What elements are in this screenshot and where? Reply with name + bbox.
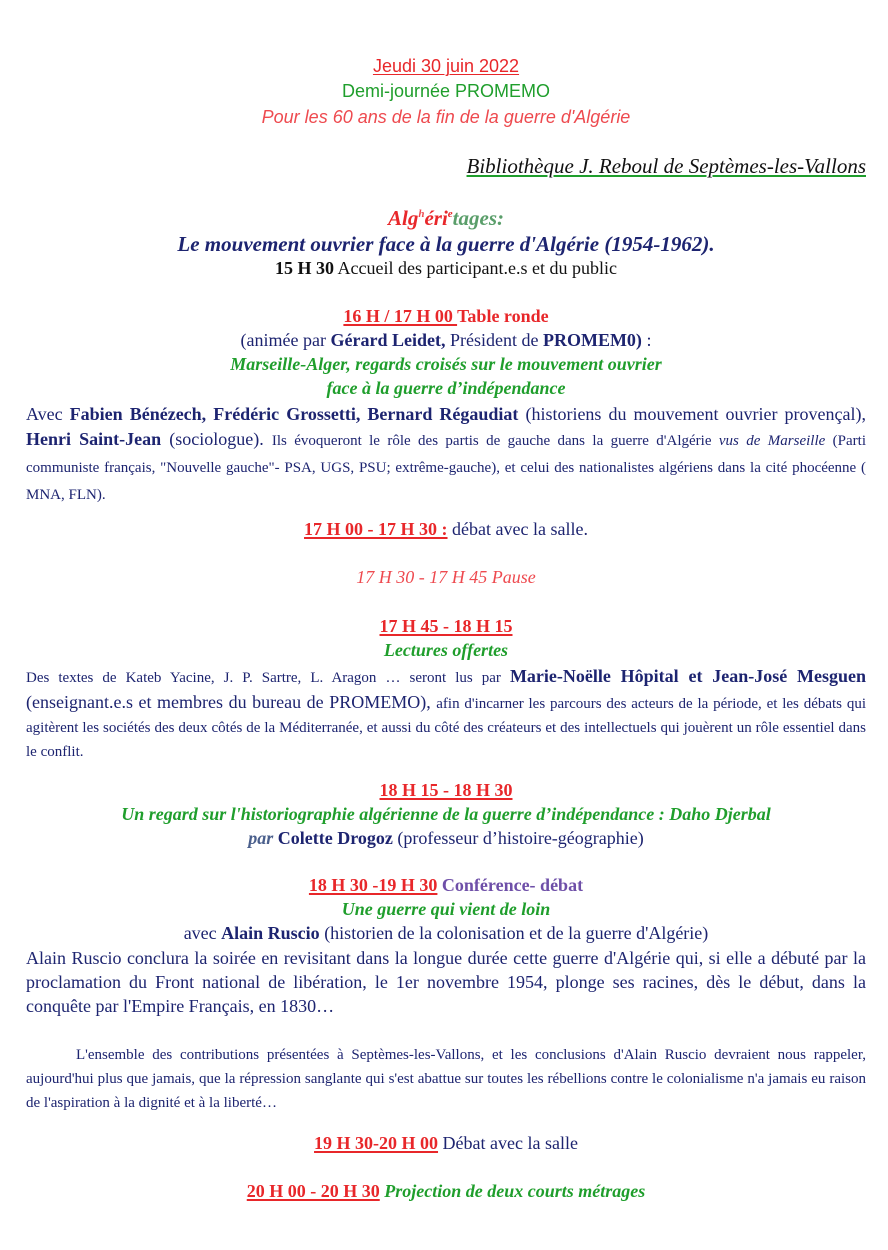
s5-title: Une guerre qui vient de loin — [341, 899, 551, 919]
s3-desc-c: afin d'incarner les parcours des acteurs de la période, et les débats qui agitèrent les sociétés des deux côtés de la Méditerranée, et aussi du côté des créateurs et des intellectuels qui jouèrent un rôle essentiel dans le conflit. — [26, 696, 866, 760]
s1-heading — [26, 306, 866, 327]
s5-avec: avec — [183, 923, 222, 943]
s1-theme-2: face à la guerre d’indépendance — [326, 378, 566, 398]
s1-host-role: Président de — [445, 330, 543, 350]
s1-avec: Avec — [26, 404, 70, 424]
title-part-3: tages: — [452, 206, 504, 230]
title-sup-1: h — [418, 208, 425, 220]
pause: 17 H 30 - 17 H 45 Pause — [356, 567, 536, 587]
s1-desc-a: Ils évoqueront le rôle des partis de gauche dans la guerre d'Algérie — [271, 433, 719, 449]
main-subtitle: Le mouvement ouvrier face à la guerre d'Algérie (1954-1962). — [177, 232, 715, 256]
s3-time: 17 H 45 - 18 H 15 — [379, 616, 513, 636]
s5-heading — [26, 875, 866, 896]
conclusion: L'ensemble des contributions présentées à Septèmes-les-Vallons, et les conclusions d'Alain Ruscio devraient nous rappeler, aujourd'hui plus que jamais, que la répression sanglante qui s'est abattue sur toutes les rébellions contre le colonialisme n'a jamais eu raison de l'aspiration à la dignité et à la liberté… — [26, 1047, 866, 1111]
main-title — [26, 206, 866, 231]
s1-speaker-4: Henri Saint-Jean — [26, 429, 162, 449]
s5-speaker — [26, 923, 866, 944]
s3-readers: Marie-Noëlle Hôpital et Jean-José Mesguen — [509, 666, 866, 686]
event-name: Demi-journée PROMEMO — [341, 81, 551, 101]
s1-host — [26, 330, 866, 351]
s1-host-prefix: (animée par — [240, 330, 331, 350]
s1-body — [26, 402, 866, 508]
s3-desc-b: (enseignant.e.s et membres du bureau de PROMEMO), — [26, 692, 437, 712]
s4-title: Un regard sur l'historiographie algérienne de la guerre d’indépendance : Daho Djerbal — [121, 804, 771, 824]
s3-desc-a: Des textes de Kateb Yacine, J. P. Sartre, L. Aragon … seront lus par — [26, 670, 510, 686]
s7-time: 20 H 00 - 20 H 30 — [246, 1181, 380, 1201]
s1-host-name: Gérard Leidet, — [330, 330, 446, 350]
s2-heading — [26, 519, 866, 540]
s1-time: 16 H / 17 H 00 — [343, 306, 458, 326]
s4-time: 18 H 15 - 18 H 30 — [379, 780, 513, 800]
s1-host-org: PROMEM0) — [542, 330, 642, 350]
title-sup-2: e — [447, 208, 453, 220]
s4-speaker — [26, 828, 866, 849]
s7-heading — [26, 1181, 866, 1202]
s2-time: 17 H 00 - 17 H 30 : — [304, 519, 448, 539]
title-part-1: Alg — [387, 206, 419, 230]
s1-desc-b: (Parti communiste français, "Nouvelle gauche"- PSA, UGS, PSU; extrême-gauche), et celui des nationalistes algériens dans la cité phocéenne ( MNA, FLN). — [26, 433, 866, 503]
s3-body — [26, 664, 866, 764]
title-part-2: éri — [424, 206, 448, 230]
s6-heading — [26, 1133, 866, 1154]
s5-desc: (historien de la colonisation et de la guerre d'Algérie) — [319, 923, 709, 943]
s2-text: débat avec la salle. — [447, 519, 588, 539]
s1-desc-italic: vus de Marseille — [718, 433, 826, 449]
s1-speakers: Fabien Bénézech, Frédéric Grossetti, Bernard Régaudiat — [69, 404, 519, 424]
s6-time: 19 H 30-20 H 00 — [314, 1133, 439, 1153]
s1-theme-1: Marseille-Alger, regards croisés sur le mouvement ouvrier — [230, 354, 662, 374]
welcome-line — [26, 258, 866, 279]
s5-body: Alain Ruscio conclura la soirée en revisitant dans la longue durée cette guerre d'Algérie qui, si elle a débuté par la proclamation du Front national de libération, le 1er novembre 1954, plonge ses racines, dès le début, dans la conquête par l'Empire Français, en 1830… — [26, 948, 866, 1016]
s3-title: Lectures offertes — [383, 640, 509, 660]
s4-name: Colette Drogoz — [273, 828, 393, 848]
s1-label: Table ronde — [457, 306, 549, 326]
event-occasion: Pour les 60 ans de la fin de la guerre d'Algérie — [261, 107, 631, 127]
s1-speakers-desc: (historiens du mouvement ouvrier provençal), — [518, 404, 866, 424]
s4-desc: (professeur d’histoire-géographie) — [392, 828, 644, 848]
s5-time: 18 H 30 -19 H 30 — [308, 875, 438, 895]
event-date: Jeudi 30 juin 2022 — [372, 56, 520, 76]
s1-speaker-4-desc: (sociologue). — [161, 429, 272, 449]
welcome-text: Accueil des participant.e.s et du public — [334, 258, 617, 278]
s5-label: Conférence- débat — [437, 875, 584, 895]
s4-par: par — [248, 828, 274, 848]
s5-name: Alain Ruscio — [221, 923, 320, 943]
welcome-time: 15 H 30 — [275, 258, 335, 278]
venue: Bibliothèque J. Reboul de Septèmes-les-Vallons — [466, 154, 866, 178]
s1-host-suffix: : — [641, 330, 652, 350]
s7-text: Projection de deux courts métrages — [379, 1181, 646, 1201]
s6-text: Débat avec la salle — [438, 1133, 578, 1153]
